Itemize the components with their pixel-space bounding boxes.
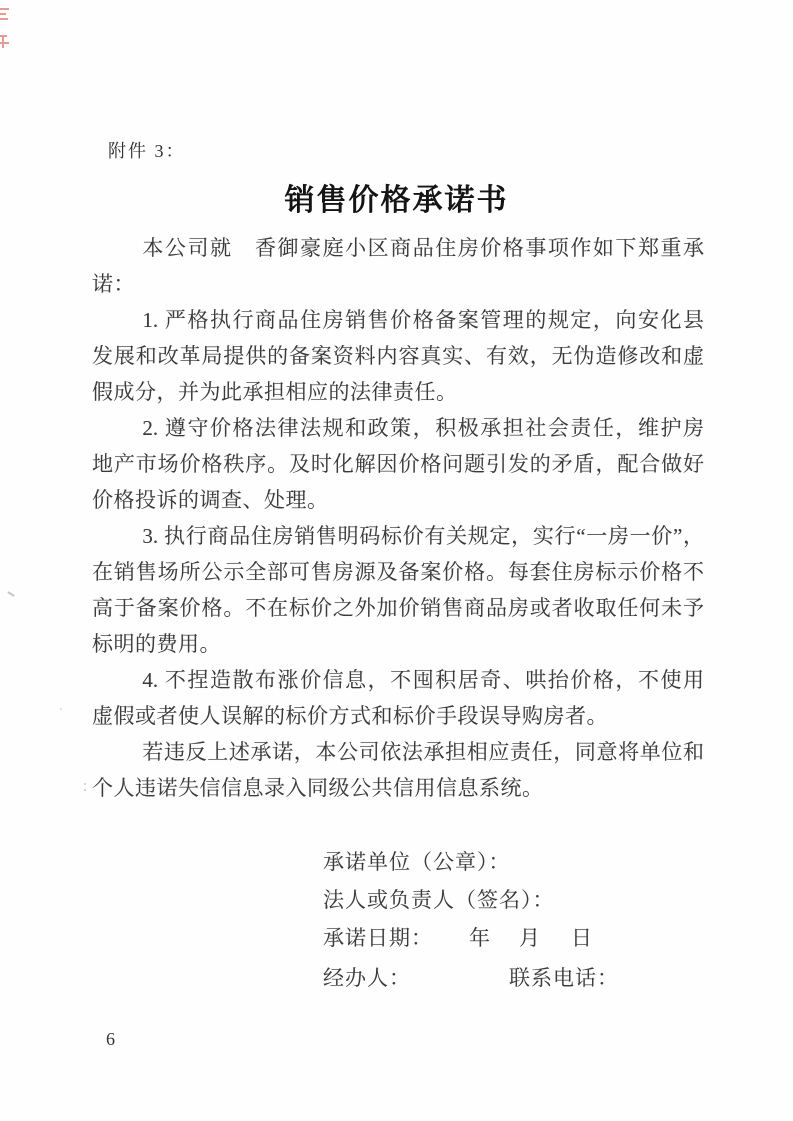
body-line: 地产市场价格秩序。及时化解因价格问题引发的矛盾，配合做好: [92, 452, 704, 476]
body-line: 2. 遵守价格法律法规和政策，积极承担社会责任，维护房: [142, 416, 704, 440]
month-label: 月: [519, 926, 541, 950]
handler-label: 经办人：: [323, 966, 411, 990]
body-line: 假成分，并为此承担相应的法律责任。: [92, 380, 458, 404]
body-line: 虚假或者使人误解的标价方式和标价手段误导购房者。: [92, 704, 608, 728]
signature-handler-line: [323, 959, 619, 997]
body-line: 1. 严格执行商品住房销售价格备案管理的规定，向安化县: [142, 308, 704, 332]
scan-noise-mark: [84, 783, 86, 785]
document-title: 销售价格承诺书: [284, 184, 509, 217]
document-body: [92, 230, 704, 806]
body-line: 本公司就 香御豪庭小区商品住房价格事项作如下郑重承: [142, 236, 704, 260]
year-label: 年: [469, 926, 491, 950]
date-label: 承诺日期：: [323, 926, 433, 950]
phone-label: 联系电话：: [509, 966, 619, 990]
page-number: 6: [106, 1029, 115, 1049]
signature-date-line: [323, 919, 619, 957]
body-line: 标明的费用。: [92, 632, 221, 656]
body-line: 若违反上述承诺，本公司依法承担相应责任，同意将单位和: [142, 740, 704, 764]
body-line: 高于备案价格。不在标价之外加价销售商品房或者收取任何未予: [92, 596, 704, 620]
body-line: 个人违诺失信信息录入同级公共信用信息系统。: [92, 776, 544, 800]
red-stamp-fragment-icon: [0, 6, 16, 22]
body-line: 3. 执行商品住房销售明码标价有关规定，实行“一房一价”，: [142, 524, 704, 548]
day-label: 日: [571, 926, 593, 950]
scan-noise-mark: [60, 708, 62, 710]
body-line: 在销售场所公示全部可售房源及备案价格。每套住房标示价格不: [92, 560, 704, 584]
body-line: 价格投诉的调查、处理。: [92, 488, 329, 512]
signature-legal-line: 法人或负责人（签名）：: [323, 888, 555, 912]
red-stamp-fragment-icon: [0, 34, 16, 50]
signature-unit-line: 承诺单位（公章）：: [323, 850, 511, 874]
body-line: 诺：: [92, 272, 135, 296]
body-line: 发展和改革局提供的备案资料内容真实、有效，无伪造修改和虚: [92, 344, 704, 368]
scan-noise-mark: [7, 591, 15, 597]
signature-block: [323, 843, 619, 997]
body-line: 4. 不捏造散布涨价信息，不囤积居奇、哄抬价格，不使用: [142, 668, 704, 692]
attachment-label: 附件 3：: [108, 141, 186, 161]
